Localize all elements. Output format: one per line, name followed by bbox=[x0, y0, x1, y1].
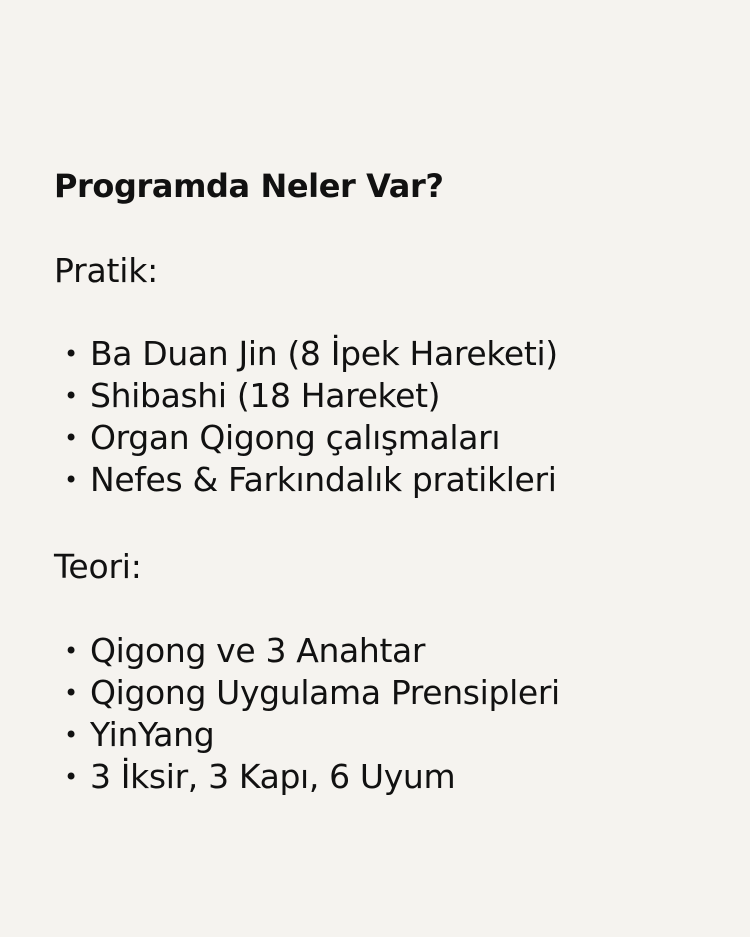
practice-list bbox=[64, 333, 558, 501]
practice-item-text: Nefes & Farkındalık pratikleri bbox=[90, 460, 557, 499]
practice-list-item bbox=[64, 375, 558, 417]
bullet-icon: • bbox=[64, 721, 78, 749]
theory-list-item bbox=[64, 714, 560, 756]
bullet-icon: • bbox=[64, 340, 78, 368]
bullet-icon: • bbox=[64, 466, 78, 494]
practice-list-item bbox=[64, 417, 558, 459]
bullet-icon: • bbox=[64, 763, 78, 791]
practice-list-item bbox=[64, 333, 558, 375]
theory-list-item bbox=[64, 630, 560, 672]
practice-item-text: Shibashi (18 Hareket) bbox=[90, 376, 441, 415]
theory-section-label: Teori: bbox=[54, 547, 142, 586]
theory-list bbox=[64, 630, 560, 798]
practice-section-label: Pratik: bbox=[54, 251, 159, 290]
bullet-icon: • bbox=[64, 424, 78, 452]
program-heading: Programda Neler Var? bbox=[54, 167, 444, 205]
bullet-icon: • bbox=[64, 637, 78, 665]
practice-list-item bbox=[64, 459, 558, 501]
practice-item-text: Organ Qigong çalışmaları bbox=[90, 418, 501, 457]
bullet-icon: • bbox=[64, 382, 78, 410]
bullet-icon: • bbox=[64, 679, 78, 707]
theory-list-item bbox=[64, 756, 560, 798]
theory-item-text: YinYang bbox=[90, 715, 215, 754]
theory-item-text: Qigong ve 3 Anahtar bbox=[90, 631, 426, 670]
theory-item-text: Qigong Uygulama Prensipleri bbox=[90, 673, 560, 712]
theory-list-item bbox=[64, 672, 560, 714]
theory-item-text: 3 İksir, 3 Kapı, 6 Uyum bbox=[90, 757, 456, 796]
practice-item-text: Ba Duan Jin (8 İpek Hareketi) bbox=[90, 334, 558, 373]
